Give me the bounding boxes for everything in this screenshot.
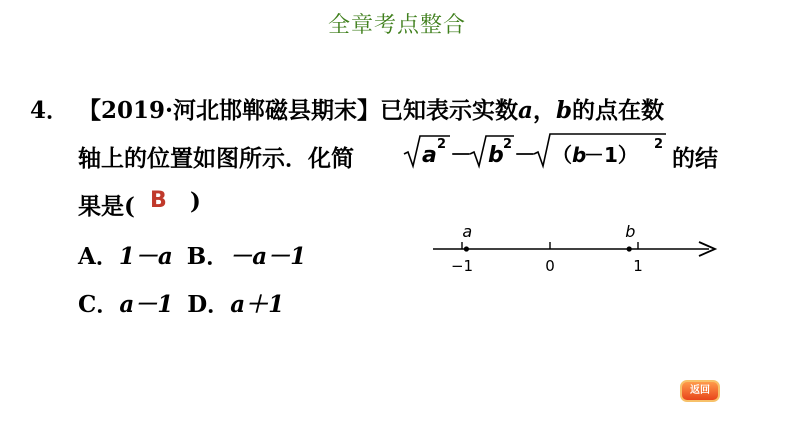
- comma: ，: [532, 97, 556, 124]
- expr-term3-exp: 2: [654, 137, 664, 152]
- expr-term1-exp: 2: [437, 137, 447, 152]
- option-b-text: －a－1: [229, 243, 307, 270]
- expr-minus-2: －: [514, 143, 537, 168]
- var-a: a: [518, 97, 533, 124]
- option-b-label: B．: [186, 243, 230, 270]
- options-row-2: [78, 286, 284, 319]
- expr-term3-rest: －1）: [584, 143, 638, 167]
- expr-term2-exp: 2: [503, 137, 513, 152]
- number-line-tick-label: −1: [450, 257, 474, 275]
- question-line-3: 果是(: [78, 193, 135, 220]
- option-a-text: 1－a: [118, 243, 173, 270]
- option-d-label: D．: [187, 291, 231, 318]
- number-line-tick-label: 1: [633, 257, 643, 275]
- number-line-point-label-a: a: [462, 222, 473, 241]
- var-b: b: [555, 97, 573, 124]
- question-line-3-close: ): [190, 188, 201, 215]
- question-line-1: [78, 92, 664, 125]
- expr-term1-base: a: [422, 143, 437, 168]
- back-button[interactable]: 返回: [680, 380, 720, 402]
- option-c-label: C．: [78, 291, 120, 318]
- question-text-a: 已知表示实数: [380, 97, 519, 124]
- number-line-point-b: [627, 246, 632, 251]
- question-line-2: 轴上的位置如图所示．化简: [78, 145, 354, 172]
- number-line-tick-label: 0: [545, 257, 555, 275]
- question-number: 4．: [30, 97, 70, 124]
- expr-term3-var: b: [572, 143, 587, 167]
- number-line: [425, 222, 725, 282]
- option-c-text: a－1: [119, 291, 174, 318]
- number-line-point-a: [464, 246, 469, 251]
- options-row-1: [78, 238, 306, 271]
- expr-term3-open: （: [552, 143, 572, 167]
- question-source: 【2019·河北邯郸磁县期末】: [78, 97, 381, 124]
- question-line-2-suffix: 的结: [672, 145, 718, 172]
- expr-term2-base: b: [488, 143, 504, 168]
- option-d-text: a＋1: [230, 291, 285, 318]
- number-line-point-label-b: b: [625, 222, 636, 241]
- question-text-b: 的点在数: [572, 97, 665, 124]
- option-a-label: A．: [78, 243, 119, 270]
- answer-letter: B: [150, 188, 167, 213]
- page-title: 全章考点整合: [327, 13, 466, 38]
- expr-minus-1: －: [450, 143, 473, 168]
- radical-expression: [400, 128, 670, 172]
